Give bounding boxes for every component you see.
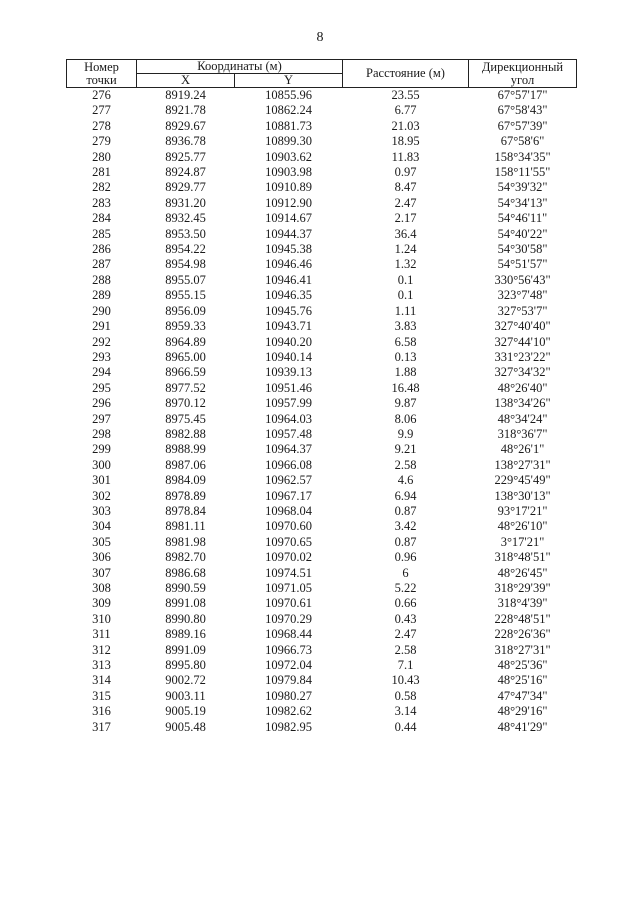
bearing-cell: 48°26'45": [497, 565, 548, 580]
point-number-cell: 280: [92, 149, 111, 164]
x-coordinate-cell: 8931.20: [165, 195, 206, 210]
x-coordinate-cell: 8955.15: [165, 288, 206, 303]
x-coordinate-cell: 8966.59: [165, 365, 206, 380]
point-number-cell: 278: [92, 118, 111, 133]
x-coordinate-cell: 8929.77: [165, 180, 206, 195]
bearing-cell: 67°57'17": [497, 88, 548, 102]
distance-cell: 6.77: [394, 103, 417, 118]
y-coordinate-cell: 10970.60: [265, 519, 312, 534]
x-coordinate-cell: 8984.09: [165, 473, 206, 488]
header-bearing: [469, 60, 577, 88]
y-coordinate-cell: 10962.57: [265, 473, 312, 488]
x-coordinate-cell: 8989.16: [165, 627, 206, 642]
table-row: [67, 689, 577, 704]
distance-cell: 3.83: [394, 319, 417, 334]
distance-cell: 6.94: [394, 488, 417, 503]
table-row: [67, 257, 577, 272]
bearing-cell: 327°53'7": [497, 303, 548, 318]
table-row: [67, 673, 577, 688]
x-coordinate-cell: 8965.00: [165, 349, 206, 364]
point-number-cell: 304: [92, 519, 111, 534]
table-row: [67, 134, 577, 149]
table-row: [67, 150, 577, 165]
table-row: [67, 365, 577, 380]
table-body: [67, 88, 577, 736]
y-coordinate-cell: 10881.73: [265, 118, 312, 133]
y-coordinate-cell: 10910.89: [265, 180, 312, 195]
x-coordinate-cell: 9005.19: [165, 704, 206, 719]
y-coordinate-cell: 10972.04: [265, 658, 312, 673]
point-number-cell: 284: [92, 211, 111, 226]
table-header: [67, 60, 577, 88]
table-row: [67, 442, 577, 457]
bearing-cell: 48°34'24": [497, 411, 548, 426]
point-number-cell: 315: [92, 688, 111, 703]
bearing-cell: 48°29'16": [497, 704, 548, 719]
bearing-cell: 228°26'36": [494, 627, 551, 642]
table-row: [67, 119, 577, 134]
distance-cell: 9.21: [394, 442, 417, 457]
distance-cell: 3.14: [394, 704, 417, 719]
bearing-cell: 48°41'29": [497, 719, 548, 734]
bearing-cell: 138°27'31": [494, 457, 551, 472]
distance-cell: 0.58: [394, 688, 417, 703]
y-coordinate-cell: 10964.03: [265, 411, 312, 426]
distance-cell: 23.55: [391, 88, 420, 102]
table-row: [67, 658, 577, 673]
header-coordinates: Координаты (м): [137, 60, 343, 74]
point-number-cell: 289: [92, 288, 111, 303]
bearing-cell: 318°27'31": [494, 642, 551, 657]
point-number-cell: 283: [92, 195, 111, 210]
point-number-cell: 294: [92, 365, 111, 380]
bearing-cell: 3°17'21": [500, 534, 545, 549]
distance-cell: 0.1: [397, 272, 414, 287]
bearing-cell: 54°40'22": [497, 226, 548, 241]
table-row: [67, 335, 577, 350]
distance-cell: 2.47: [394, 195, 417, 210]
coordinates-table: [66, 59, 577, 735]
bearing-cell: 54°30'58": [497, 242, 548, 257]
y-coordinate-cell: 10945.38: [265, 242, 312, 257]
distance-cell: 7.1: [397, 658, 414, 673]
x-coordinate-cell: 8975.45: [165, 411, 206, 426]
point-number-cell: 309: [92, 596, 111, 611]
x-coordinate-cell: 8925.77: [165, 149, 206, 164]
y-coordinate-cell: 10945.76: [265, 303, 312, 318]
table-row: [67, 304, 577, 319]
table-row: [67, 350, 577, 365]
point-number-cell: 291: [92, 319, 111, 334]
bearing-cell: 327°44'10": [494, 334, 551, 349]
point-number-cell: 292: [92, 334, 111, 349]
distance-cell: 5.22: [394, 581, 417, 595]
y-coordinate-cell: 10970.02: [265, 550, 312, 565]
distance-cell: 2.47: [394, 627, 417, 642]
table-row: [67, 627, 577, 642]
table-row: [67, 165, 577, 180]
point-number-cell: 279: [92, 134, 111, 149]
y-coordinate-cell: 10946.46: [265, 257, 312, 272]
bearing-cell: 48°26'10": [497, 519, 548, 534]
bearing-cell: 228°48'51": [494, 611, 551, 626]
y-coordinate-cell: 10855.96: [265, 88, 312, 102]
bearing-cell: 229°45'49": [494, 473, 551, 488]
x-coordinate-cell: 8987.06: [165, 457, 206, 472]
y-coordinate-cell: 10899.30: [265, 134, 312, 149]
point-number-cell: 288: [92, 272, 111, 287]
y-coordinate-cell: 10979.84: [265, 673, 312, 688]
table-row: [67, 519, 577, 534]
y-coordinate-cell: 10970.65: [265, 534, 312, 549]
point-number-cell: 303: [92, 503, 111, 518]
x-coordinate-cell: 8995.80: [165, 658, 206, 673]
x-coordinate-cell: 8991.08: [165, 596, 206, 611]
y-coordinate-cell: 10968.44: [265, 627, 312, 642]
table-row: [67, 242, 577, 257]
table-row: [67, 596, 577, 611]
point-number-cell: 302: [92, 488, 111, 503]
x-coordinate-cell: 8936.78: [165, 134, 206, 149]
distance-cell: 2.58: [394, 457, 417, 472]
y-coordinate-cell: 10982.62: [265, 704, 312, 719]
distance-cell: 6.58: [394, 334, 417, 349]
point-number-cell: 281: [92, 165, 111, 180]
bearing-cell: 158°11'55": [494, 165, 551, 180]
point-number-cell: 277: [92, 103, 111, 118]
y-coordinate-cell: 10966.08: [265, 457, 312, 472]
table-row: [67, 720, 577, 735]
bearing-cell: 327°34'32": [494, 365, 551, 380]
x-coordinate-cell: 8932.45: [165, 211, 206, 226]
table-row: [67, 458, 577, 473]
distance-cell: 21.03: [391, 118, 420, 133]
page-number: 8: [316, 30, 324, 45]
y-coordinate-cell: 10974.51: [265, 565, 312, 580]
header-point-number: [67, 60, 137, 88]
point-number-cell: 297: [92, 411, 111, 426]
table-row: [67, 180, 577, 195]
y-coordinate-cell: 10946.35: [265, 288, 312, 303]
bearing-cell: 54°51'57": [497, 257, 548, 272]
header-y: Y: [235, 74, 343, 88]
distance-cell: 0.66: [394, 596, 417, 611]
point-number-cell: 317: [92, 719, 111, 734]
distance-cell: 9.9: [397, 426, 414, 441]
point-number-cell: 301: [92, 473, 111, 488]
bearing-cell: 318°29'39": [494, 581, 551, 595]
x-coordinate-cell: 8921.78: [165, 103, 206, 118]
point-number-cell: 282: [92, 180, 111, 195]
x-coordinate-cell: 8990.80: [165, 611, 206, 626]
x-coordinate-cell: 8981.11: [165, 519, 206, 534]
bearing-cell: 138°30'13": [494, 488, 551, 503]
distance-cell: 16.48: [391, 380, 420, 395]
table-row: [67, 535, 577, 550]
point-number-cell: 311: [92, 627, 111, 642]
bearing-cell: 327°40'40": [494, 319, 551, 334]
x-coordinate-cell: 8981.98: [165, 534, 206, 549]
table-row: [67, 396, 577, 411]
bearing-cell: 67°58'43": [497, 103, 548, 118]
table-row: [67, 88, 577, 104]
table-row: [67, 504, 577, 519]
y-coordinate-cell: 10957.99: [265, 396, 312, 411]
table-row: [67, 273, 577, 288]
x-coordinate-cell: 8954.22: [165, 242, 206, 257]
point-number-cell: 296: [92, 396, 111, 411]
bearing-cell: 48°26'40": [497, 380, 548, 395]
header-bearing-line2: угол: [510, 72, 535, 87]
distance-cell: 0.43: [394, 611, 417, 626]
y-coordinate-cell: 10946.41: [265, 272, 312, 287]
x-coordinate-cell: 8924.87: [165, 165, 206, 180]
point-number-cell: 286: [92, 242, 111, 257]
point-number-cell: 295: [92, 380, 111, 395]
y-coordinate-cell: 10940.14: [265, 349, 312, 364]
x-coordinate-cell: 8956.09: [165, 303, 206, 318]
distance-cell: 1.88: [394, 365, 417, 380]
table-row: [67, 319, 577, 334]
table-row: [67, 227, 577, 242]
x-coordinate-cell: 9002.72: [165, 673, 206, 688]
x-coordinate-cell: 9003.11: [165, 688, 206, 703]
x-coordinate-cell: 9005.48: [165, 719, 206, 734]
header-point-number-line1: Номер: [84, 59, 119, 74]
y-coordinate-cell: 10912.90: [265, 195, 312, 210]
point-number-cell: 298: [92, 426, 111, 441]
y-coordinate-cell: 10939.13: [265, 365, 312, 380]
header-x: X: [137, 74, 235, 88]
distance-cell: 36.4: [394, 226, 417, 241]
bearing-cell: 67°58'6": [500, 134, 545, 149]
header-point-number-line2: точки: [86, 72, 117, 87]
y-coordinate-cell: 10980.27: [265, 688, 312, 703]
y-coordinate-cell: 10940.20: [265, 334, 312, 349]
bearing-cell: 48°25'36": [497, 658, 548, 673]
bearing-cell: 93°17'21": [497, 503, 548, 518]
table-row: [67, 473, 577, 488]
y-coordinate-cell: 10967.17: [265, 488, 312, 503]
table-row: [67, 643, 577, 658]
distance-cell: 10.43: [391, 673, 420, 688]
x-coordinate-cell: 8988.99: [165, 442, 206, 457]
table-row: [67, 381, 577, 396]
distance-cell: 11.83: [391, 149, 420, 164]
distance-cell: 1.32: [394, 257, 417, 272]
x-coordinate-cell: 8982.70: [165, 550, 206, 565]
distance-cell: 2.58: [394, 642, 417, 657]
y-coordinate-cell: 10862.24: [265, 103, 312, 118]
distance-cell: 0.44: [394, 719, 417, 734]
x-coordinate-cell: 8982.88: [165, 426, 206, 441]
y-coordinate-cell: 10971.05: [265, 581, 312, 595]
point-number-cell: 306: [92, 550, 111, 565]
x-coordinate-cell: 8954.98: [165, 257, 206, 272]
y-coordinate-cell: 10968.04: [265, 503, 312, 518]
table-row: [67, 581, 577, 596]
y-coordinate-cell: 10914.67: [265, 211, 312, 226]
bearing-cell: 318°48'51": [494, 550, 551, 565]
distance-cell: 2.17: [394, 211, 417, 226]
bearing-cell: 48°26'1": [500, 442, 545, 457]
table-row: [67, 412, 577, 427]
bearing-cell: 67°57'39": [497, 118, 548, 133]
distance-cell: 0.1: [397, 288, 414, 303]
distance-cell: 0.97: [394, 165, 417, 180]
x-coordinate-cell: 8990.59: [165, 581, 206, 595]
bearing-cell: 158°34'35": [494, 149, 551, 164]
y-coordinate-cell: 10970.29: [265, 611, 312, 626]
distance-cell: 8.06: [394, 411, 417, 426]
y-coordinate-cell: 10943.71: [265, 319, 312, 334]
distance-cell: 8.47: [394, 180, 417, 195]
bearing-cell: 54°39'32": [497, 180, 548, 195]
table-row: [67, 427, 577, 442]
bearing-cell: 54°46'11": [497, 211, 548, 226]
x-coordinate-cell: 8986.68: [165, 565, 206, 580]
point-number-cell: 285: [92, 226, 111, 241]
point-number-cell: 307: [92, 565, 111, 580]
table-row: [67, 211, 577, 226]
x-coordinate-cell: 8964.89: [165, 334, 206, 349]
table-row: [67, 612, 577, 627]
x-coordinate-cell: 8978.84: [165, 503, 206, 518]
bearing-cell: 318°36'7": [497, 426, 548, 441]
distance-cell: 0.13: [394, 349, 417, 364]
distance-cell: 4.6: [397, 473, 414, 488]
point-number-cell: 305: [92, 534, 111, 549]
y-coordinate-cell: 10944.37: [265, 226, 312, 241]
distance-cell: 0.96: [394, 550, 417, 565]
y-coordinate-cell: 10966.73: [265, 642, 312, 657]
x-coordinate-cell: 8978.89: [165, 488, 206, 503]
distance-cell: 3.42: [394, 519, 417, 534]
table-row: [67, 103, 577, 118]
point-number-cell: 316: [92, 704, 111, 719]
point-number-cell: 287: [92, 257, 111, 272]
point-number-cell: 300: [92, 457, 111, 472]
bearing-cell: 138°34'26": [494, 396, 551, 411]
y-coordinate-cell: 10970.61: [265, 596, 312, 611]
y-coordinate-cell: 10903.98: [265, 165, 312, 180]
bearing-cell: 47°47'34": [497, 688, 548, 703]
point-number-cell: 299: [92, 442, 111, 457]
table-row: [67, 704, 577, 719]
y-coordinate-cell: 10957.48: [265, 426, 312, 441]
x-coordinate-cell: 8953.50: [165, 226, 206, 241]
point-number-cell: 310: [92, 611, 111, 626]
bearing-cell: 323°7'48": [497, 288, 548, 303]
distance-cell: 9.87: [394, 396, 417, 411]
table-row: [67, 566, 577, 581]
distance-cell: 1.11: [394, 303, 417, 318]
distance-cell: 0.87: [394, 503, 417, 518]
bearing-cell: 330°56'43": [494, 272, 551, 287]
x-coordinate-cell: 8977.52: [165, 380, 206, 395]
point-number-cell: 290: [92, 303, 111, 318]
x-coordinate-cell: 8959.33: [165, 319, 206, 334]
bearing-cell: 54°34'13": [497, 195, 548, 210]
point-number-cell: 293: [92, 349, 111, 364]
distance-cell: 6: [402, 565, 409, 580]
table-row: [67, 196, 577, 211]
y-coordinate-cell: 10982.95: [265, 719, 312, 734]
x-coordinate-cell: 8970.12: [165, 396, 206, 411]
point-number-cell: 308: [92, 581, 111, 595]
distance-cell: 18.95: [391, 134, 420, 149]
bearing-cell: 318°4'39": [497, 596, 548, 611]
header-bearing-line1: Дирекционный: [481, 59, 564, 74]
distance-cell: 1.24: [394, 242, 417, 257]
x-coordinate-cell: 8929.67: [165, 118, 206, 133]
y-coordinate-cell: 10964.37: [265, 442, 312, 457]
x-coordinate-cell: 8919.24: [165, 88, 206, 102]
point-number-cell: 314: [92, 673, 111, 688]
bearing-cell: 48°25'16": [497, 673, 548, 688]
point-number-cell: 312: [92, 642, 111, 657]
table-row: [67, 288, 577, 303]
y-coordinate-cell: 10951.46: [265, 380, 312, 395]
bearing-cell: 331°23'22": [494, 349, 551, 364]
header-distance: Расстояние (м): [343, 60, 469, 88]
x-coordinate-cell: 8991.09: [165, 642, 206, 657]
distance-cell: 0.87: [394, 534, 417, 549]
point-number-cell: 276: [92, 88, 111, 102]
point-number-cell: 313: [92, 658, 111, 673]
x-coordinate-cell: 8955.07: [165, 272, 206, 287]
table-row: [67, 550, 577, 565]
y-coordinate-cell: 10903.62: [265, 149, 312, 164]
table-row: [67, 489, 577, 504]
